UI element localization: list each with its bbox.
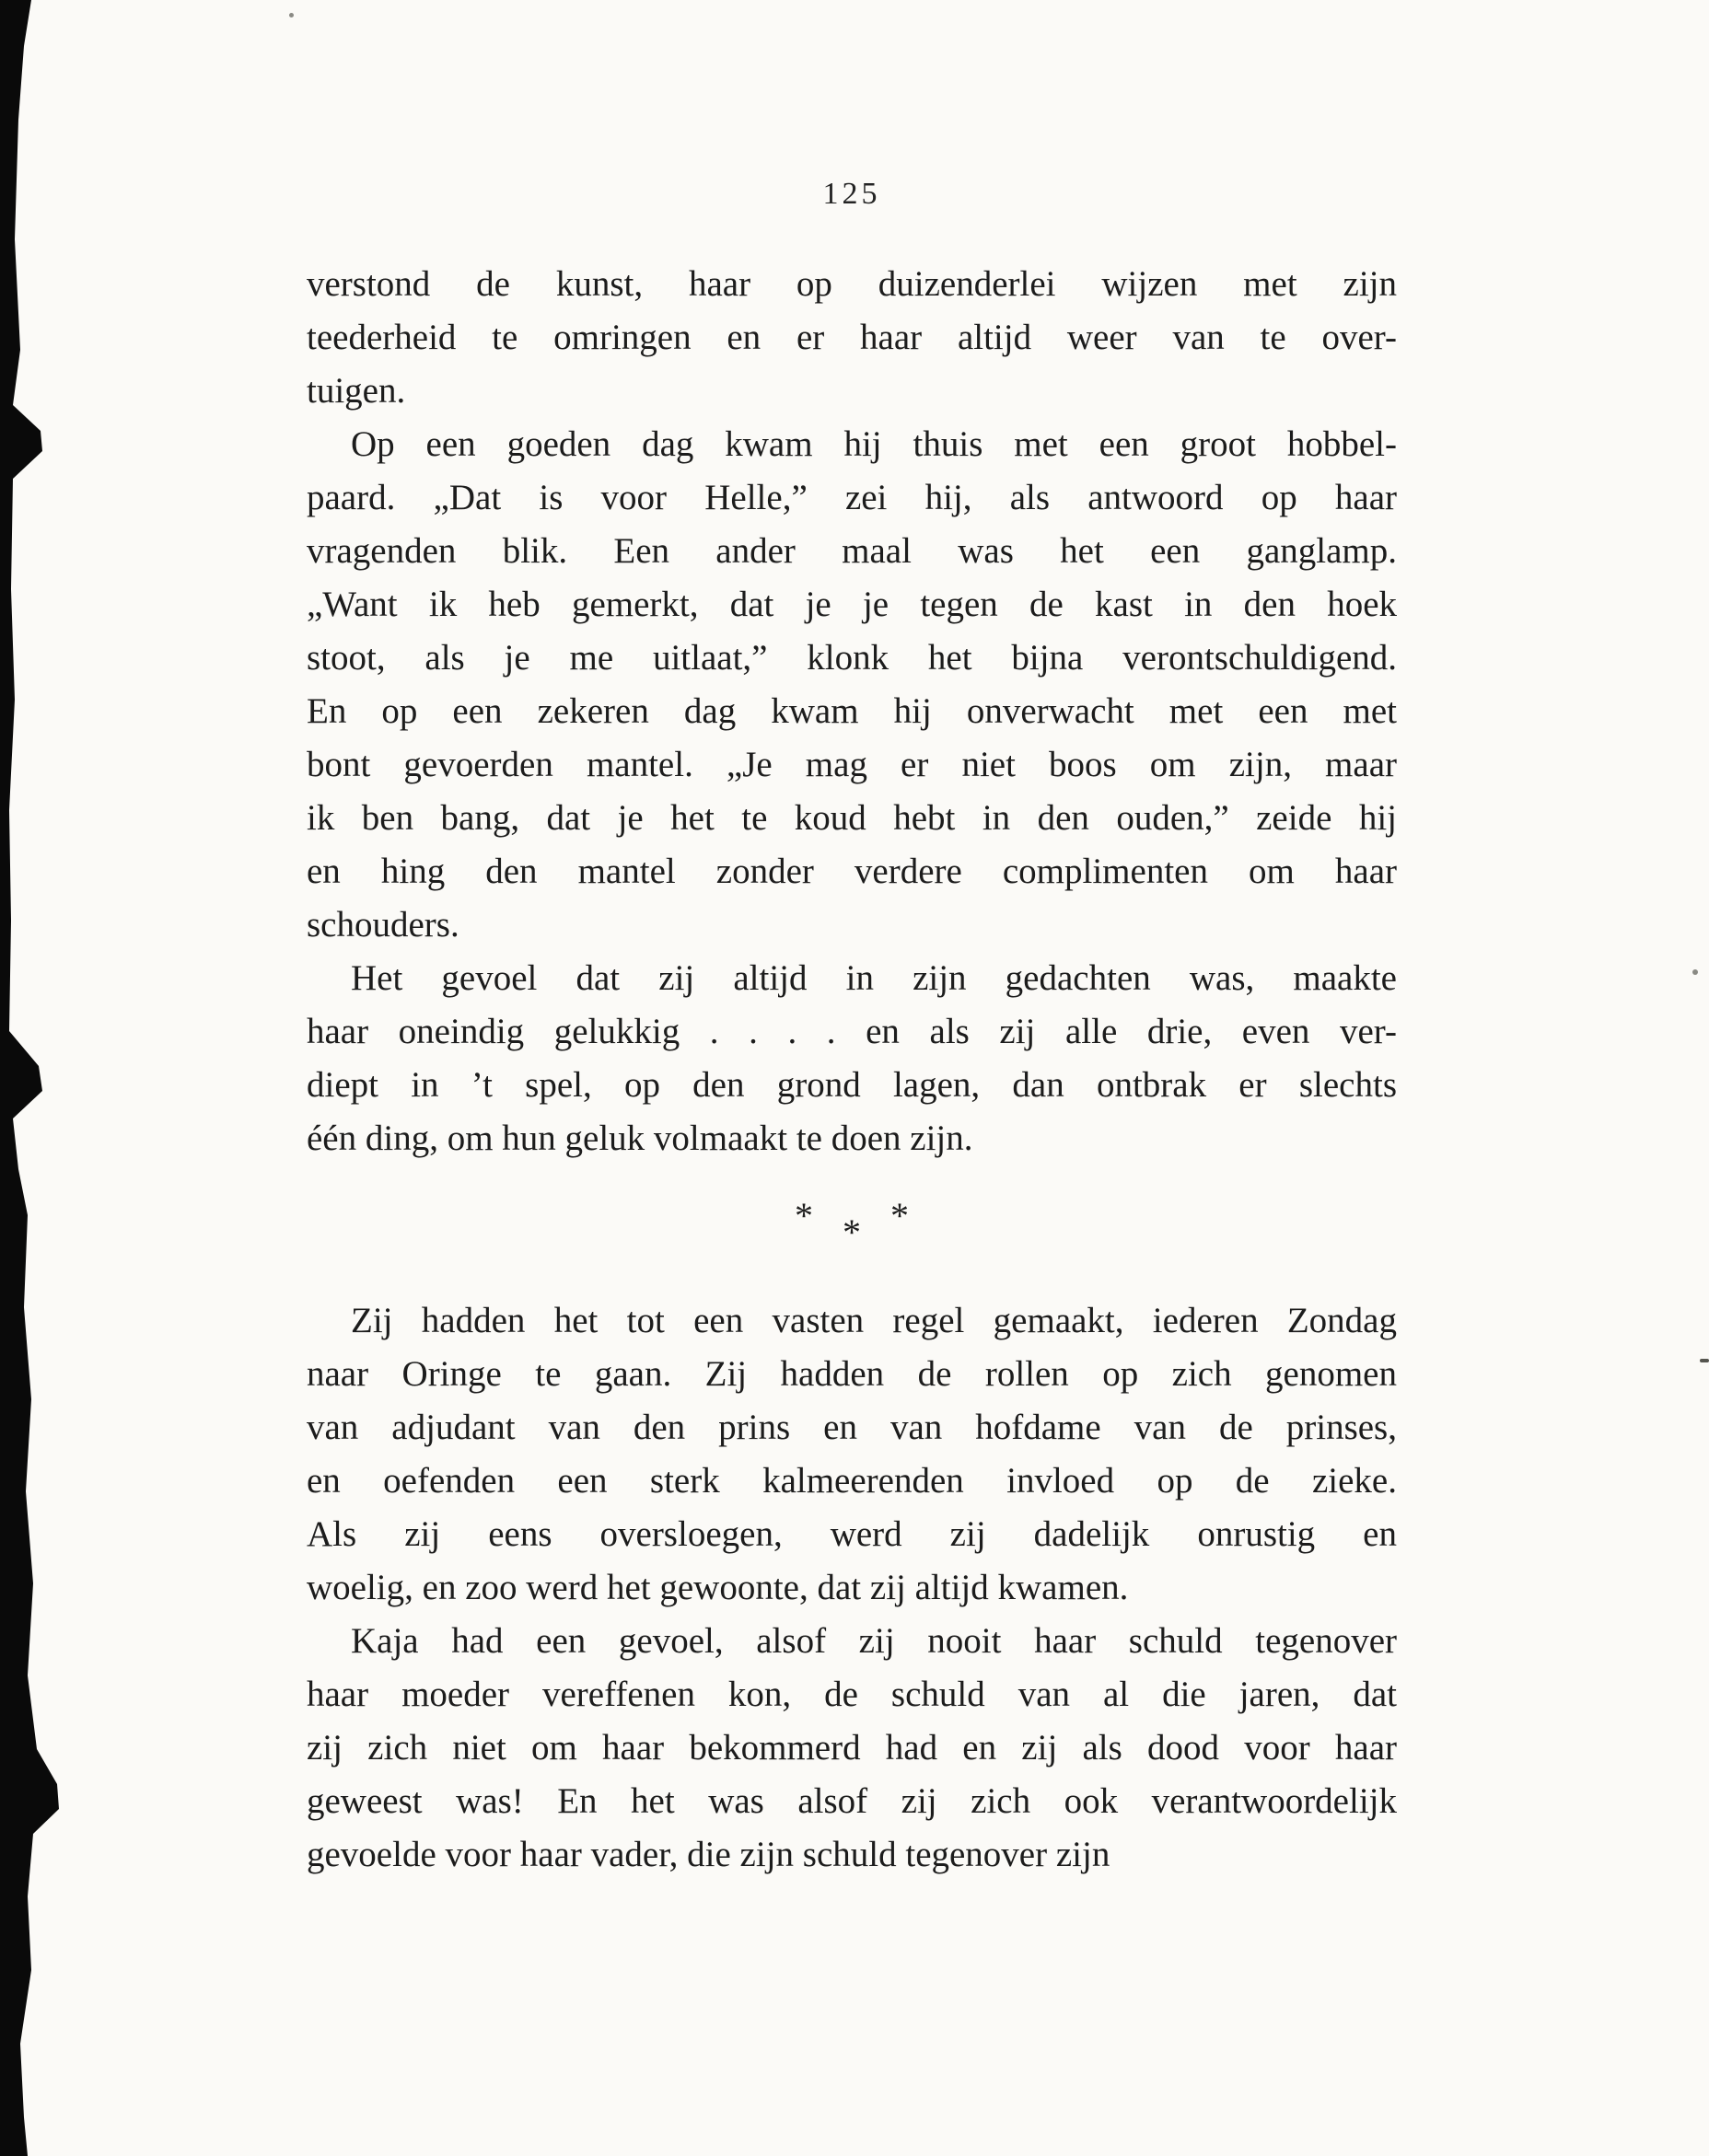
text-line: haar oneindig gelukkig . . . . en als zij alle drie, even ver- <box>307 1012 1397 1051</box>
text-line: en oefenden een sterk kalmeerenden invloed op de zieke. <box>307 1461 1397 1501</box>
text-line: tuigen. <box>307 371 406 411</box>
text-line: Het gevoel dat zij altijd in zijn gedachten was, maakte <box>351 958 1397 998</box>
paragraph <box>307 258 1397 418</box>
text-line: bont gevoerden mantel. „Je mag er niet boos om zijn, maar <box>307 745 1397 784</box>
text-block <box>307 258 1397 1882</box>
section-separator <box>307 1165 1397 1294</box>
asterisk-left: * <box>795 1195 813 1236</box>
scan-speck <box>289 13 294 17</box>
text-line: gevoelde voor haar vader, die zijn schuld tegenover zijn <box>307 1835 1110 1874</box>
text-line: woelig, en zoo werd het gewoonte, dat zij altijd kwamen. <box>307 1568 1129 1607</box>
binding-edge <box>0 0 74 2156</box>
text-line: zij zich niet om haar bekommerd had en zij als dood voor haar <box>307 1728 1397 1768</box>
text-line: stoot, als je me uitlaat,” klonk het bijna verontschuldigend. <box>307 638 1397 678</box>
text-line: van adjudant van den prins en van hofdame van de prinses, <box>307 1408 1397 1447</box>
paragraph <box>307 952 1397 1165</box>
text-line: één ding, om hun geluk volmaakt te doen zijn. <box>307 1119 973 1158</box>
text-line: Zij hadden het tot een vasten regel gemaakt, iederen Zondag <box>351 1301 1397 1340</box>
text-line: En op een zekeren dag kwam hij onverwacht met een met <box>307 691 1397 731</box>
text-line: geweest was! En het was alsof zij zich ook verantwoordelijk <box>307 1781 1397 1821</box>
paragraph <box>307 418 1397 952</box>
text-line: Op een goeden dag kwam hij thuis met een groot hobbel- <box>351 424 1397 464</box>
text-line: verstond de kunst, haar op duizenderlei wijzen met zijn <box>307 264 1397 304</box>
text-line: schouders. <box>307 905 459 945</box>
text-line: vragenden blik. Een ander maal was het een ganglamp. <box>307 531 1397 571</box>
text-line: en hing den mantel zonder verdere complimenten om haar <box>307 852 1397 891</box>
scan-speck <box>1700 1359 1709 1362</box>
paragraph <box>307 1294 1397 1615</box>
text-line: „Want ik heb gemerkt, dat je je tegen de kast in den hoek <box>307 585 1397 624</box>
page-number: 125 <box>822 177 881 211</box>
text-line: Kaja had een gevoel, alsof zij nooit haar schuld tegenover <box>351 1621 1397 1661</box>
text-line: haar moeder vereffenen kon, de schuld van al die jaren, dat <box>307 1675 1397 1714</box>
text-line: diept in ’t spel, op den grond lagen, dan ontbrak er slechts <box>307 1065 1397 1105</box>
scan-speck <box>1692 969 1698 975</box>
asterisk-right: * <box>890 1195 909 1236</box>
text-line: naar Oringe te gaan. Zij hadden de rollen op zich genomen <box>307 1354 1397 1394</box>
asterisk-middle: * <box>843 1211 861 1253</box>
text-line: paard. „Dat is voor Helle,” zei hij, als antwoord op haar <box>307 478 1397 517</box>
text-line: Als zij eens oversloegen, werd zij dadelijk onrustig en <box>307 1514 1397 1554</box>
text-line: teederheid te omringen en er haar altijd weer van te over- <box>307 318 1397 357</box>
text-line: ik ben bang, dat je het te koud hebt in den ouden,” zeide hij <box>307 798 1397 838</box>
paragraph <box>307 1615 1397 1882</box>
